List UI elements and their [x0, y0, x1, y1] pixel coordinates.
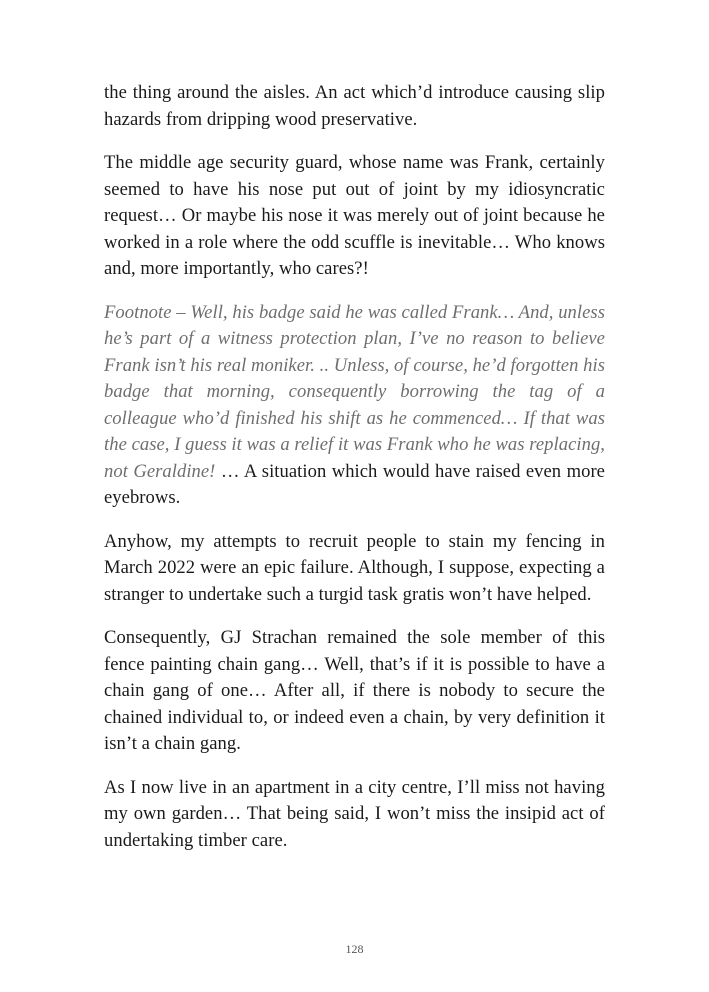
footnote-italic-text: Footnote – Well, his badge said he was called Frank… And, unless he’s part of a witness protection plan, I’ve no reason to believe Frank isn’t his real moniker. .. Unless, of course, he’d forgotten his badge that morning, consequently borrowing the tag of a colleague who’d finished his shift as he commenced… If that was the case, I guess it was a relief it was Frank who he was replacing, not Geraldine! — [104, 301, 606, 482]
paragraph-chain-gang: Consequently, GJ Strachan remained the sole member of this fence painting chain gang… Well, that’s if it is possible to have a chain gang of one… After all, if there is nobody to secure the chained individual to, or indeed even a chain, by very definition it isn’t a chain gang. — [104, 627, 605, 754]
footnote-regular-text: … A situation which would have raised even more eyebrows. — [104, 460, 605, 508]
paragraph-security-guard: The middle age security guard, whose name was Frank, certainly seemed to have his nose put out of joint by my idiosyncratic request… Or maybe his nose it was merely out of joint because he worked in a role where the odd scuffle is inevitable… Who knows and, more importantly, who cares?! — [104, 152, 605, 279]
footnote-paragraph — [104, 300, 605, 512]
paragraph-recruit-failure: Anyhow, my attempts to recruit people to stain my fencing in March 2022 were an epic failure. Although, I suppose, expecting a stranger to undertake such a turgid task gratis won’t have helped. — [104, 530, 605, 605]
body-text — [104, 80, 605, 871]
paragraph-apartment: As I now live in an apartment in a city centre, I’ll miss not having my own garden… That being said, I won’t miss the insipid act of undertaking timber care. — [104, 776, 605, 851]
paragraph-aisles: the thing around the aisles. An act which’d introduce causing slip hazards from dripping wood preservative. — [104, 82, 605, 130]
page-number: 128 — [345, 942, 364, 956]
